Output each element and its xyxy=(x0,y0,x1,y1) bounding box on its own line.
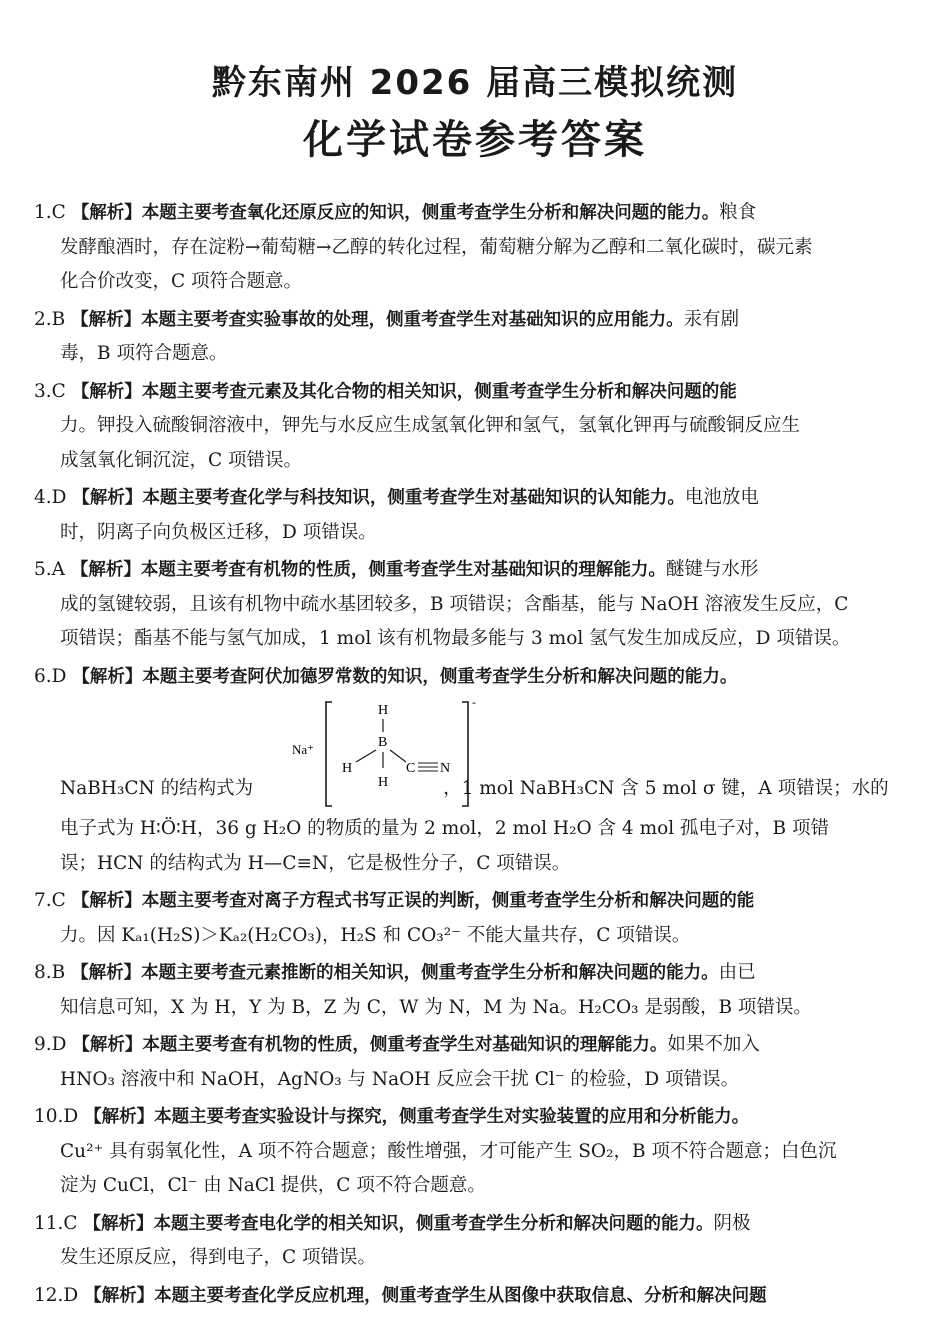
nabh3cn-structural-formula xyxy=(292,694,492,812)
answer-item-3: 3.C 【解析】本题主要考查元素及其化合物的相关知识，侧重考查学生分析和解决问题的能 力。钾投入硫酸铜溶液中，钾先与水反应生成氢氧化钾和氢气，氢氧化钾再与硫酸铜反应生 成氢氧化铜沉淀，C 项错误。 xyxy=(34,380,801,471)
nabh3cn-structure-row: NaBH₃CN 的结构式为 ，1 mol NaBH₃CN 含 5 mol σ 键，A 项错误；水的 Na⁺ - H B H H C N xyxy=(34,694,880,812)
answer-item-12: 12.D 【解析】本题主要考查化学反应机理，侧重考查学生从图像中获取信息、分析和解决问题 xyxy=(34,1284,767,1306)
answer-list xyxy=(34,196,889,1316)
atom-c: C xyxy=(406,761,416,776)
answer-item-9: 9.D 【解析】本题主要考查有机物的性质，侧重考查学生对基础知识的理解能力。如果不加入 HNO₃ 溶液中和 NaOH，AgNO₃ 与 NaOH 反应会干扰 Cl⁻ 的检验，D 项错误。 xyxy=(34,1034,760,1090)
atom-n: N xyxy=(440,761,451,776)
answer-item-10: 10.D 【解析】本题主要考查实验设计与探究，侧重考查学生对实验装置的应用和分析能力。 Cu²⁺ 具有弱氧化性，A 项不符合题意；酸性增强，才可能产生 SO₂，B 项不符合题意；白色沉 淀为 CuCl，Cl⁻ 由 NaCl 提供，C 项不符合题意。 xyxy=(34,1106,837,1196)
right-bracket xyxy=(462,702,468,806)
atom-h-top: H xyxy=(378,703,389,718)
answer-item-1: 1.C 【解析】本题主要考查氧化还原反应的知识，侧重考查学生分析和解决问题的能力。粮食 发酵酿酒时，存在淀粉→葡萄糖→乙醇的转化过程，葡萄糖分解为乙醇和二氧化碳时，碳元素 化合价改变，C 项符合题意。 xyxy=(34,202,813,292)
negative-charge: - xyxy=(472,695,476,709)
answer-item-6: 6.D 【解析】本题主要考查阿伏加德罗常数的知识，侧重考查学生分析和解决问题的能力。 NaBH₃CN 的结构式为 ，1 mol NaBH₃CN 含 5 mol σ 键，A 项错误；水的 Na⁺ - H B H H C N 电子式为 H∶Ö∶H，36 g H₂O 的物质的量为 2 mol，2 mol H₂O 含 4 mol 孤电子对，B 项错 误；HCN 的结构式为 H—C≡N，它是极性分子，C 项错误。 xyxy=(34,665,889,874)
atom-h-left: H xyxy=(342,761,353,776)
answer-item-2: 2.B 【解析】本题主要考查实验事故的处理，侧重考查学生对基础知识的应用能力。汞有剧 毒，B 项符合题意。 xyxy=(34,308,740,364)
atom-h-bottom: H xyxy=(378,775,389,790)
answer-item-8: 8.B 【解析】本题主要考查元素推断的相关知识，侧重考查学生分析和解决问题的能力。由已 知信息可知，X 为 H，Y 为 B，Z 为 C，W 为 N，M 为 Na。H₂CO₃ 是弱酸，B 项错误。 xyxy=(34,962,812,1018)
page-subtitle: 化学试卷参考答案 xyxy=(303,117,647,163)
answer-item-4: 4.D 【解析】本题主要考查化学与科技知识，侧重考查学生对基础知识的认知能力。电池放电 时，阴离子向负极区迁移，D 项错误。 xyxy=(34,487,759,543)
left-bracket xyxy=(326,702,332,806)
answer-item-5: 5.A 【解析】本题主要考查有机物的性质，侧重考查学生对基础知识的理解能力。醚键与水形 成的氢键较弱，且该有机物中疏水基团较多，B 项错误；含酯基，能与 NaOH 溶液发生反应，C 项错误；酯基不能与氢气加成，1 mol 该有机物最多能与 3 mol 氢气发生加成反应，D 项错误。 xyxy=(34,559,851,649)
page-title: 黔东南州 2026 届高三模拟统测 xyxy=(211,63,739,103)
answer-item-7: 7.C 【解析】本题主要考查对离子方程式书写正误的判断，侧重考查学生分析和解决问题的能 力。因 Kₐ₁(H₂S)＞Kₐ₂(H₂CO₃)，H₂S 和 CO₃²⁻ 不能大量共存，C 项错误。 xyxy=(34,890,755,946)
atom-b: B xyxy=(378,735,388,750)
sodium-ion: Na⁺ xyxy=(292,742,315,757)
answer-item-11: 11.C 【解析】本题主要考查电化学的相关知识，侧重考查学生分析和解决问题的能力。阴极 发生还原反应，得到电子，C 项错误。 xyxy=(34,1212,751,1268)
